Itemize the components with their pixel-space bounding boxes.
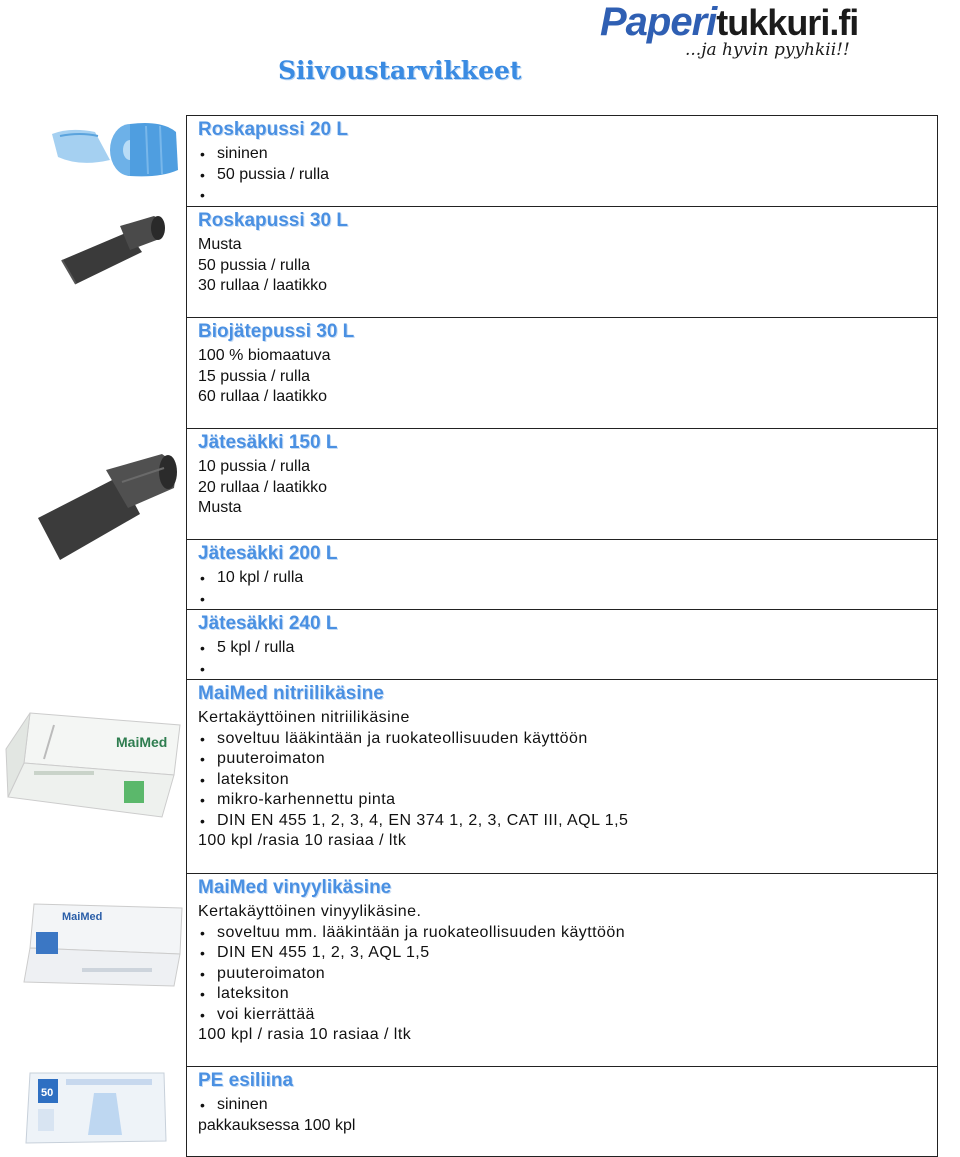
product-detail: • 5 kpl / rulla xyxy=(198,638,933,659)
product-detail: 30 rullaa / laatikko xyxy=(198,277,327,294)
product-detail: • soveltuu mm. lääkintään ja ruokateollisuuden käyttöön xyxy=(198,923,933,944)
product-detail: • sininen xyxy=(198,1095,933,1116)
product-detail: 100 kpl / rasia 10 rasiaa / ltk xyxy=(198,1026,412,1043)
product-row-roskapussi-30 xyxy=(187,206,937,318)
product-detail: 20 rullaa / laatikko xyxy=(198,478,327,496)
product-row-biojatepussi-30 xyxy=(187,317,937,429)
product-detail: • 50 pussia / rulla xyxy=(198,165,933,186)
vinyl-glove-box-image xyxy=(22,898,187,993)
product-row-maimed-nitriilikasine xyxy=(187,679,937,874)
blue-trash-bag-roll-image xyxy=(50,112,180,182)
product-detail: Musta xyxy=(198,236,242,253)
product-detail: 50 pussia / rulla xyxy=(198,256,311,274)
product-title: Roskapussi 30 L xyxy=(198,210,348,231)
product-title: Roskapussi 20 L xyxy=(198,119,348,140)
product-detail: • puuteroimaton xyxy=(198,749,933,770)
logo-part-tukkuri: tukkuri.fi xyxy=(716,2,859,43)
product-title: Jätesäkki 200 L xyxy=(198,543,338,564)
product-detail: 100 % biomaatuva xyxy=(198,347,331,364)
product-row-pe-esiliina xyxy=(187,1066,937,1157)
apron-pack-image xyxy=(24,1069,169,1147)
logo-part-paperi: Paperi xyxy=(600,0,717,44)
product-detail: Kertakäyttöinen nitriilikäsine xyxy=(198,709,410,726)
product-detail: pakkauksessa 100 kpl xyxy=(198,1116,356,1134)
product-row-jatesakki-150 xyxy=(187,428,937,540)
product-detail: 10 pussia / rulla xyxy=(198,458,311,475)
logo-tagline: ...ja hyvin pyyhkii!! xyxy=(685,40,850,60)
black-waste-sack-roll-image xyxy=(36,452,181,562)
product-detail: • puuteroimaton xyxy=(198,964,933,985)
product-detail: • sininen xyxy=(198,144,933,165)
product-detail: • lateksiton xyxy=(198,984,933,1005)
black-trash-bag-roll-image xyxy=(58,212,168,292)
empty-bullet xyxy=(198,659,933,680)
product-detail: 15 pussia / rulla xyxy=(198,367,311,385)
product-detail: 100 kpl /rasia 10 rasiaa / ltk xyxy=(198,832,407,849)
product-detail: • lateksiton xyxy=(198,770,933,791)
product-detail: Kertakäyttöinen vinyylikäsine. xyxy=(198,903,422,920)
nitrile-glove-box-image xyxy=(4,705,184,825)
product-detail: • mikro-karhennettu pinta xyxy=(198,790,933,811)
product-title: Jätesäkki 240 L xyxy=(198,613,338,634)
product-title: PE esiliina xyxy=(198,1070,294,1091)
product-detail: 60 rullaa / laatikko xyxy=(198,388,327,405)
product-title: MaiMed nitriilikäsine xyxy=(198,683,384,704)
product-title: Biojätepussi 30 L xyxy=(198,321,355,342)
box-brand-label: MaiMed xyxy=(62,911,103,923)
product-row-maimed-vinyylikasine xyxy=(187,873,937,1067)
product-row-roskapussi-20 xyxy=(187,116,937,206)
product-title: MaiMed vinyylikäsine xyxy=(198,877,392,898)
page-title: Siivoustarvikkeet xyxy=(278,56,522,85)
papertukkuri-logo xyxy=(600,0,960,70)
pack-count-label: 50 xyxy=(41,1087,54,1099)
product-table xyxy=(186,115,938,1157)
product-row-jatesakki-240 xyxy=(187,609,937,680)
product-detail: • DIN EN 455 1, 2, 3, 4, EN 374 1, 2, 3, CAT III, AQL 1,5 xyxy=(198,811,933,832)
product-row-jatesakki-200 xyxy=(187,539,937,610)
product-detail: • 10 kpl / rulla xyxy=(198,568,933,589)
logo-wordmark xyxy=(600,0,858,45)
empty-bullet xyxy=(198,589,933,610)
product-detail: • DIN EN 455 1, 2, 3, AQL 1,5 xyxy=(198,943,933,964)
box-brand-label: MaiMed xyxy=(116,734,168,750)
product-title: Jätesäkki 150 L xyxy=(198,432,338,453)
product-detail: • soveltuu lääkintään ja ruokateollisuuden käyttöön xyxy=(198,729,933,750)
product-detail: Musta xyxy=(198,499,242,516)
product-detail: • voi kierrättää xyxy=(198,1005,933,1026)
empty-bullet xyxy=(198,185,933,206)
